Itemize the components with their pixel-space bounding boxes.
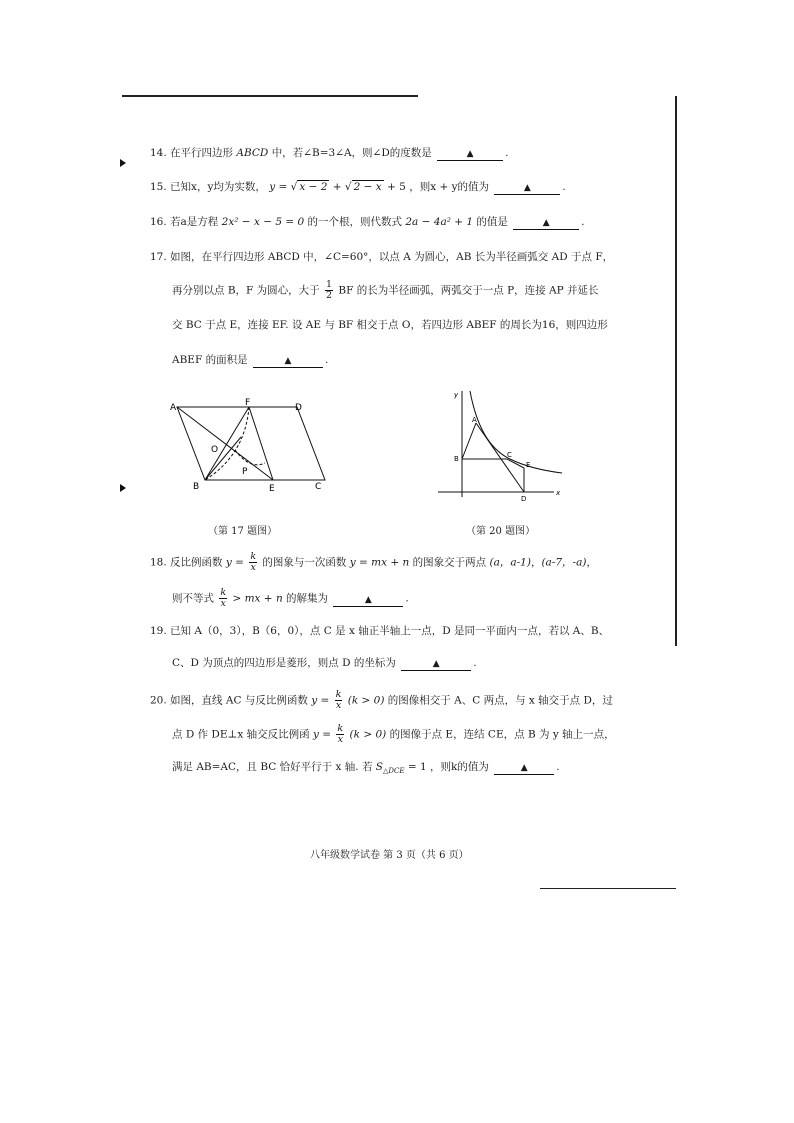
q18-linear: y = mx + n: [349, 556, 410, 569]
q16-text-c: 的值是: [476, 216, 508, 228]
q15-end: .: [562, 181, 566, 193]
q20-line-3a: 满足 AB=AC，且 BC 恰好平行于 x 轴. 若: [172, 761, 373, 773]
q15-plus-5: + 5: [387, 181, 406, 193]
figure-17: [165, 395, 340, 495]
q20-frac-k: k: [335, 689, 342, 700]
q20-condition: (k > 0): [347, 694, 385, 707]
q18-ineq-x: x: [220, 598, 226, 609]
q18-text-c: 的图象交于两点: [412, 556, 487, 569]
q20-area-val: = 1: [407, 761, 427, 773]
q18-ineq-fraction: [219, 588, 227, 609]
q17-line-2a: 再分别以点 B，F 为圆心，大于: [172, 284, 320, 297]
q18-answer-blank[interactable]: [333, 594, 403, 607]
q17-line-2b: BF 的长为半径画弧，两弧交于一点 P，连接 AP 并延长: [338, 284, 599, 297]
q18-comma: ，: [530, 556, 542, 569]
top-rule: [122, 95, 418, 97]
q15-number: 15.: [150, 181, 167, 193]
right-margin-rule: [675, 96, 677, 646]
q18-line-2b: 的解集为: [286, 592, 329, 605]
q20-number: 20.: [150, 694, 167, 707]
q18-number: 18.: [150, 556, 167, 569]
q16-number: 16.: [150, 216, 167, 228]
q20-frac2-k: k: [337, 723, 344, 734]
q15-sqrt-1: x − 2: [299, 181, 328, 193]
binding-mark-middle: [120, 484, 126, 492]
blank-triangle-icon: ▲: [466, 149, 474, 159]
fig17-label-f: F: [245, 398, 251, 408]
q14-answer-blank[interactable]: [437, 148, 503, 161]
fig17-label-e: E: [269, 484, 275, 494]
q14-text-b: ABCD: [236, 147, 269, 159]
q20-end: .: [556, 761, 560, 773]
fig20-label-e: E: [526, 461, 531, 469]
q16-answer-blank[interactable]: [513, 217, 579, 230]
question-19-line-2: [172, 656, 652, 671]
question-18-line-2: [172, 588, 652, 609]
q18-text-a: 反比例函数: [170, 556, 223, 569]
question-20-line-1: [150, 690, 630, 711]
q18-text-b: 的图象与一次函数: [262, 556, 347, 569]
blank-triangle-icon: ▲: [523, 183, 531, 193]
fig17-label-o: O: [211, 445, 219, 455]
fig20-label-a: A: [472, 416, 477, 424]
q20-frac2-x: x: [337, 734, 343, 745]
question-17-line-2: [172, 280, 652, 301]
question-18-line-1: 18. 反比例函数 y = $\frac{k}{x}$ 的图象与一次函数 y = mx + n 的图象交于两点 (a，a-1)，(a-7，-a)，: [150, 551, 597, 573]
question-20-line-3: [172, 760, 652, 778]
q20-line-3b: ，则k的值为: [429, 761, 489, 773]
figure-20-caption: （第 20 题图）: [466, 526, 536, 537]
q18-inequality: > mx + n: [232, 592, 283, 605]
question-17-line-3: [172, 318, 652, 332]
question-20-line-2: [172, 724, 652, 745]
fig17-label-a: A: [170, 403, 177, 413]
blank-triangle-icon: ▲: [284, 356, 292, 366]
q20-frac-x: x: [335, 700, 342, 711]
q17-line-3: 交 BC 于点 E，连接 EF. 设 AE 与 BF 相交于点 O，若四边形 ABEF 的周长为16，则四边形: [172, 319, 608, 331]
q15-text-a: 已知x，y均为实数，: [170, 181, 266, 193]
q20-condition-2: (k > 0): [349, 728, 387, 741]
question-17-line-4: [172, 353, 652, 368]
q15-sqrt-2: 2 − x: [353, 181, 382, 193]
line-ad: [476, 423, 524, 492]
q17-frac-den: 2: [326, 290, 333, 301]
q15-eq-y: y =: [269, 181, 288, 193]
q17-number: 17.: [150, 251, 167, 263]
question-14: [150, 146, 630, 161]
question-15: 15. 已知x，y均为实数， y = √ x − 2 + √ 2 − x + 5 ，则x + y的值为 ▲ .: [150, 181, 566, 193]
fig17-label-b: B: [193, 482, 200, 492]
question-16: [150, 215, 630, 230]
q18-frac-x: x: [250, 562, 256, 573]
fig20-label-d: D: [521, 495, 527, 503]
q16-equation: 2x² − x − 5 = 0: [221, 216, 305, 228]
q20-y-eq: y =: [311, 694, 330, 707]
q17-answer-blank[interactable]: [253, 355, 323, 368]
q19-line-1: 已知 A（0，3），B（6，0），点 C 是 x 轴正半轴上一点，D 是同一平面内一点，若以 A、B、: [170, 625, 610, 637]
q17-end: .: [324, 354, 329, 366]
q14-text-a: 在平行四边形: [170, 147, 234, 159]
q17-frac-num: 1: [326, 279, 333, 290]
segment-ba: [462, 423, 476, 459]
q18-ineq-k: k: [220, 587, 227, 598]
q20-line-1b: 的图像相交于 A、C 两点，与 x 轴交于点 D，过: [387, 694, 613, 707]
q18-point-2: (a-7，-a): [541, 556, 587, 569]
fig17-label-d: D: [295, 403, 302, 413]
q18-y-eq: y =: [225, 556, 244, 569]
q19-end: .: [473, 657, 477, 669]
figure-20: [430, 385, 570, 503]
fig20-label-y: y: [454, 391, 459, 399]
blank-triangle-icon: ▲: [520, 763, 528, 773]
fig20-label-x: x: [556, 489, 561, 497]
blank-triangle-icon: ▲: [432, 659, 440, 669]
inverse-curve: [470, 391, 562, 473]
q20-line-2b: 的图像于点 E，连结 CE，点 B 为 y 轴上一点，: [389, 728, 615, 741]
fig17-label-c: C: [315, 482, 322, 492]
q16-end: .: [581, 216, 585, 228]
q17-line-4: ABEF 的面积是: [172, 354, 248, 366]
bottom-rule: [540, 888, 676, 889]
question-19-line-1: [150, 624, 630, 638]
q20-line-2a: 点 D 作 DE⊥x 轴交反比例函: [172, 728, 310, 741]
q20-fraction-2: [336, 724, 344, 745]
q16-expression: 2a − 4a² + 1: [405, 216, 474, 228]
binding-mark-top: [120, 159, 126, 167]
q15-text-b: ，则x + y的值为: [409, 181, 490, 193]
blank-triangle-icon: ▲: [364, 594, 372, 605]
q17-fraction: [325, 280, 333, 301]
q20-line-1a: 如图，直线 AC 与反比例函数: [170, 694, 308, 707]
q15-answer-blank[interactable]: [494, 182, 560, 195]
q19-number: 19.: [150, 625, 167, 637]
segment-fe: [249, 407, 273, 480]
q20-area: S: [375, 761, 383, 773]
q20-fraction: [335, 690, 343, 711]
blank-triangle-icon: ▲: [542, 218, 550, 228]
q18-line-2a: 则不等式: [172, 592, 214, 605]
q16-text-b: 的一个根，则代数式: [307, 216, 403, 228]
fig17-label-p: P: [242, 467, 248, 477]
q18-end: .: [405, 592, 409, 605]
q14-text-c: 中，若∠B=3∠A，则∠D的度数是: [271, 147, 432, 159]
q18-point-1: (a，a-1): [489, 556, 531, 569]
q20-area-sub: △DCE: [383, 767, 405, 776]
q20-y-eq-2: y =: [313, 728, 332, 741]
parallelogram-abcd: [177, 407, 325, 480]
q18-frac-k: k: [250, 551, 257, 562]
question-17-line-1: [150, 250, 630, 264]
q20-answer-blank[interactable]: [494, 762, 554, 775]
q18-fraction: [249, 552, 257, 573]
q19-line-2: C、D 为顶点的四边形是菱形，则点 D 的坐标为: [172, 657, 396, 669]
q19-answer-blank[interactable]: [401, 658, 471, 671]
q15-plus: +: [332, 181, 342, 193]
fig20-label-c: C: [507, 451, 512, 459]
fig20-label-b: B: [454, 455, 459, 463]
q16-text-a: 若a是方程: [170, 216, 219, 228]
page-footer: 八年级数学试卷 第 3 页（共 6 页）: [310, 850, 469, 861]
q17-line-1-text: 如图，在平行四边形 ABCD 中，∠C=60°，以点 A 为圆心，AB 长为半径画弧交 AD 于点 F，: [170, 251, 614, 263]
q14-end: .: [505, 147, 509, 159]
q14-number: 14.: [150, 147, 167, 159]
segment-ab-check: [205, 437, 241, 480]
figure-17-caption: （第 17 题图）: [208, 526, 278, 537]
